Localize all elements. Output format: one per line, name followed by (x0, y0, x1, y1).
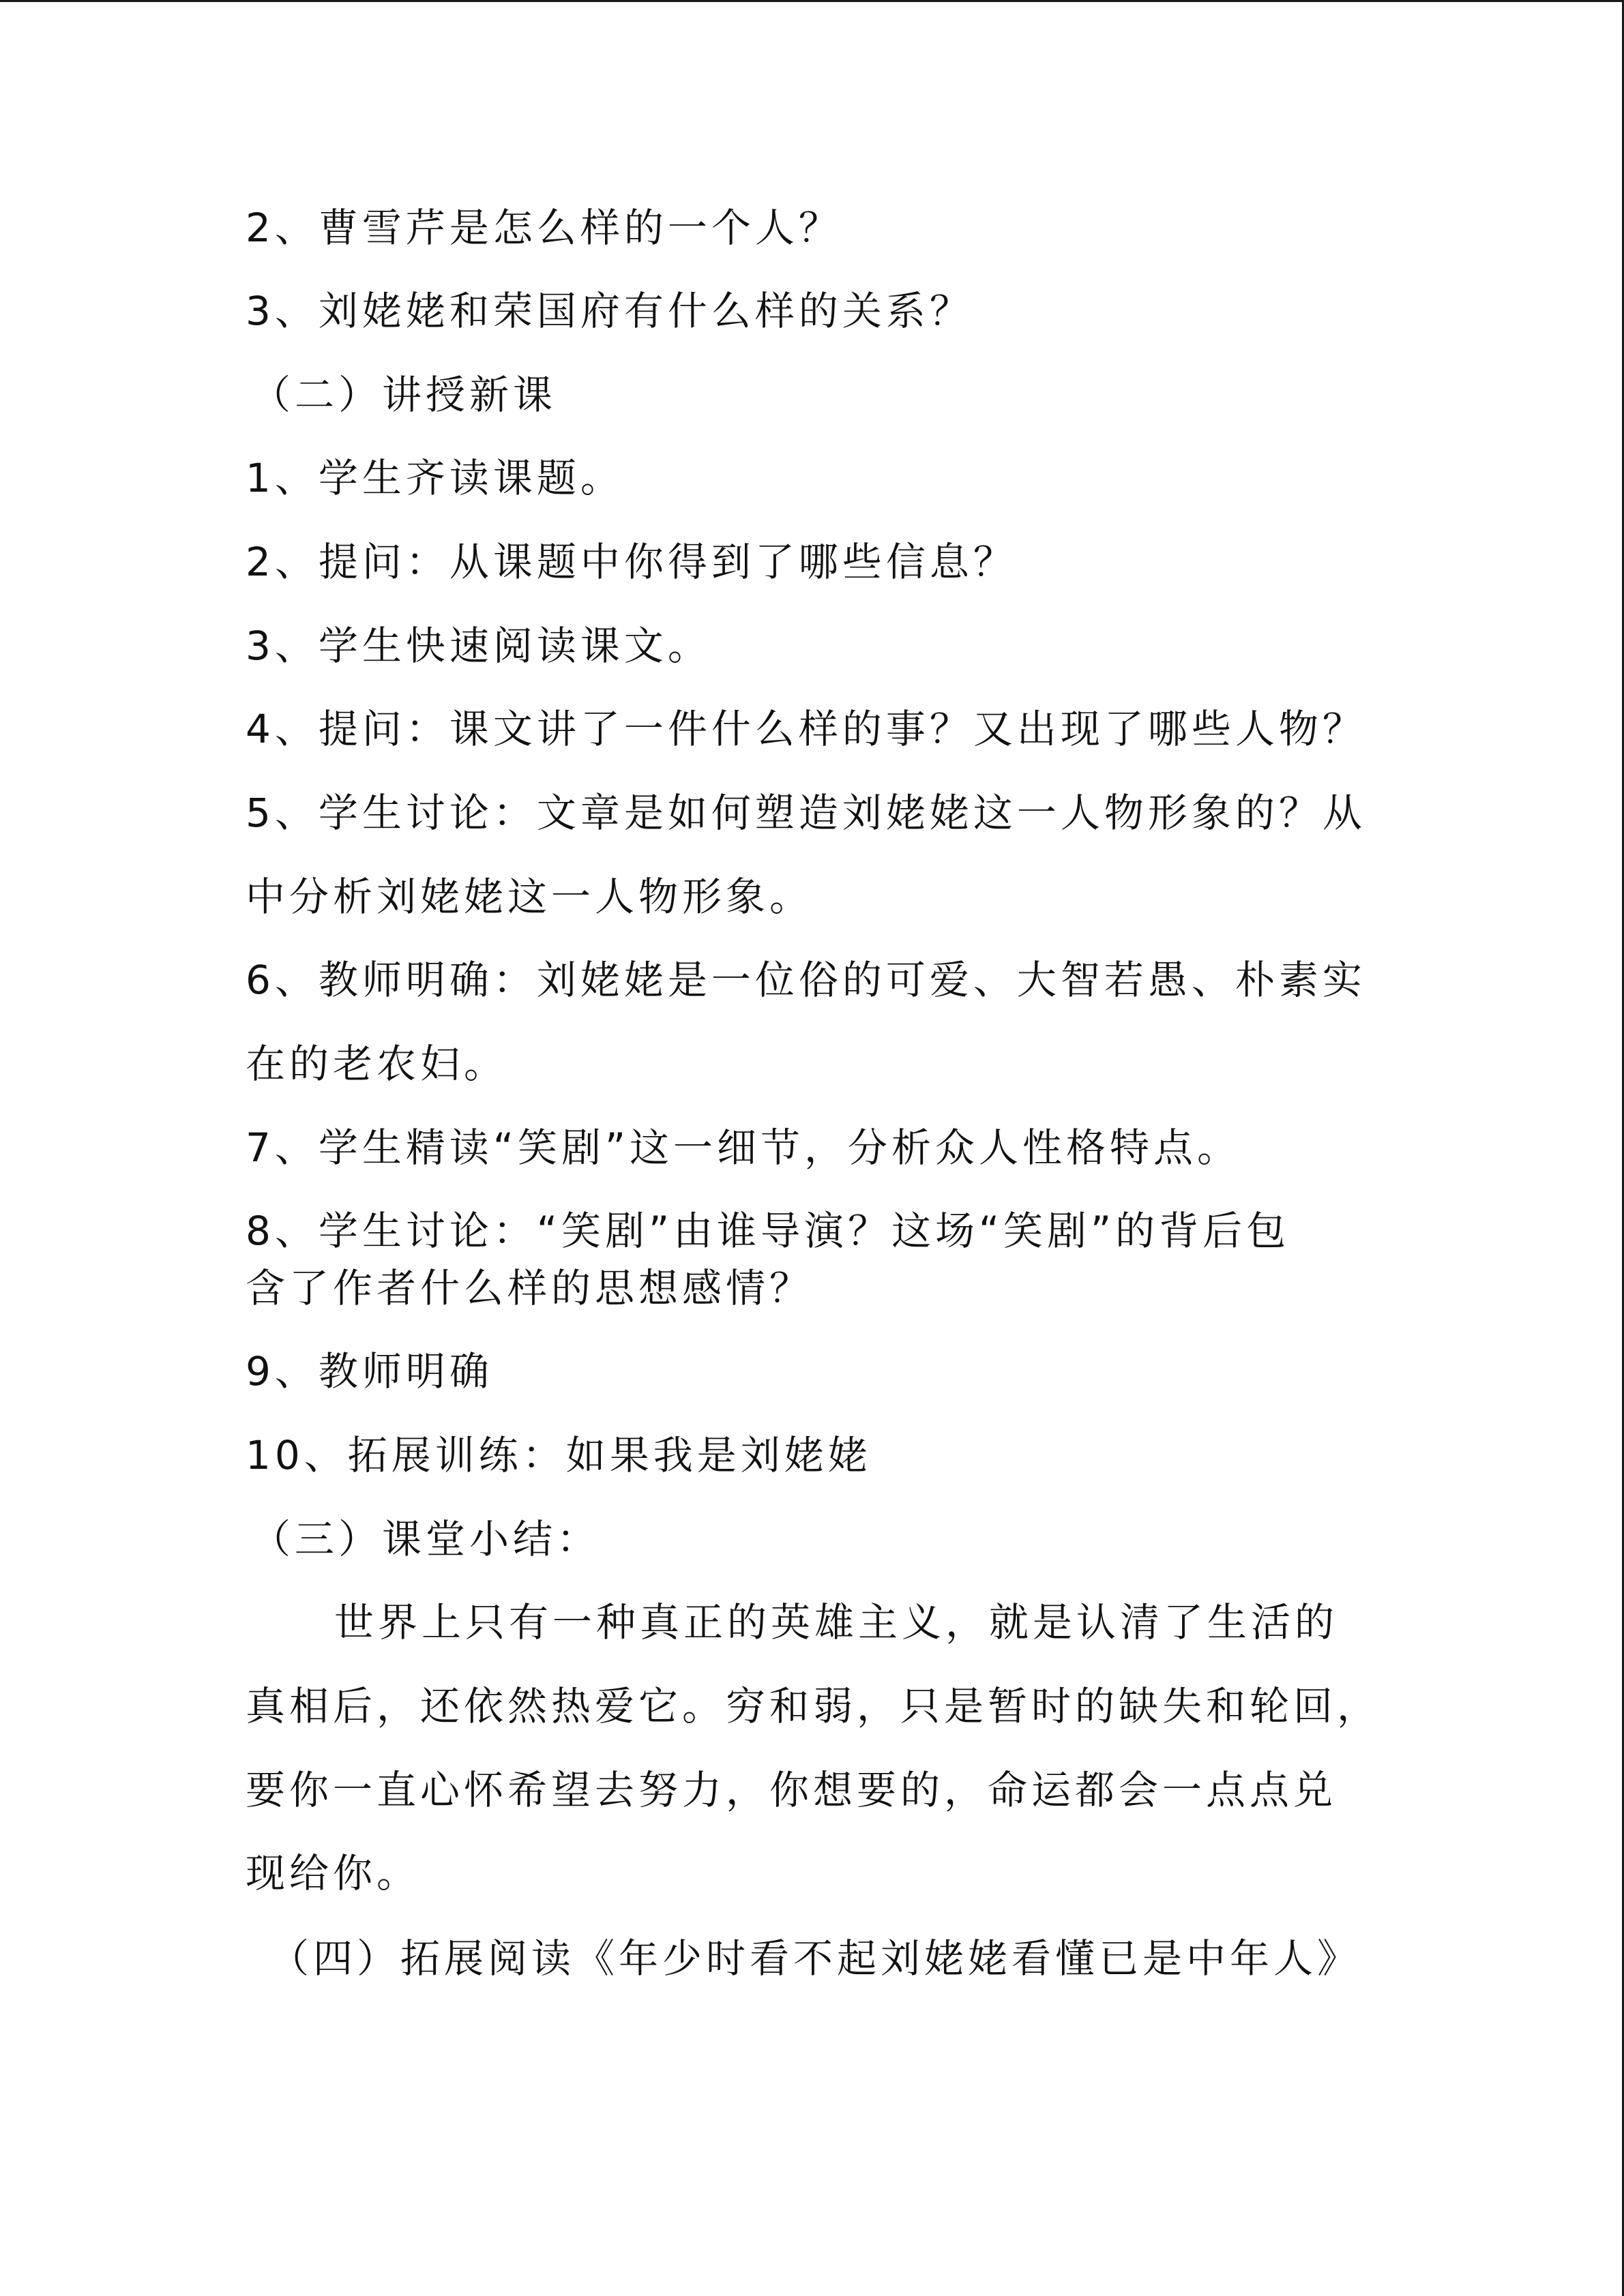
step-8-line: 8、学生讨论：“笑剧”由谁导演？这场“笑剧”的背后包 (246, 1208, 1290, 1254)
page-border-top (0, 0, 1624, 2)
step-9-line: 9、教师明确 (246, 1348, 493, 1395)
step-8-continuation: 含了作者什么样的思想感情？ (246, 1265, 814, 1311)
section-4-heading: （四）拓展阅读《年少时看不起刘姥姥看懂已是中年人》 (269, 1935, 1361, 1982)
step-6-continuation: 在的老农妇。 (246, 1041, 508, 1087)
step-5-continuation: 中分析刘姥姥这一人物形象。 (246, 874, 814, 920)
question-2-line: 2、曹雪芹是怎么样的一个人？ (246, 205, 842, 251)
summary-paragraph-line-1: 世界上只有一种真正的英雄主义，就是认清了生活的 (334, 1599, 1339, 1645)
step-4-line: 4、提问：课文讲了一件什么样的事？又出现了哪些人物？ (246, 706, 1366, 752)
step-3-line: 3、学生快速阅读课文。 (246, 623, 711, 669)
step-1-line: 1、学生齐读课题。 (246, 455, 624, 501)
step-10-line: 10、拓展训练：如果我是刘姥姥 (246, 1432, 872, 1478)
step-6-line: 6、教师明确：刘姥姥是一位俗的可爱、大智若愚、朴素实 (246, 957, 1366, 1003)
question-3-line: 3、刘姥姥和荣国府有什么样的关系？ (246, 288, 973, 334)
summary-paragraph-line-2: 真相后，还依然热爱它。穷和弱，只是暂时的缺失和轮回， (246, 1683, 1381, 1729)
summary-paragraph-line-3: 要你一直心怀希望去努力，你想要的，命运都会一点点兑 (246, 1767, 1338, 1813)
section-3-heading: （三）课堂小结： (251, 1516, 601, 1562)
step-5-line: 5、学生讨论：文章是如何塑造刘姥姥这一人物形象的？从 (246, 790, 1366, 836)
step-7-line: 7、学生精读“笑剧”这一细节，分析众人性格特点。 (246, 1124, 1241, 1171)
section-2-heading: （二）讲授新课 (251, 372, 557, 418)
step-2-line: 2、提问：从课题中你得到了哪些信息？ (246, 539, 1017, 585)
summary-paragraph-line-4: 现给你。 (246, 1850, 421, 1896)
